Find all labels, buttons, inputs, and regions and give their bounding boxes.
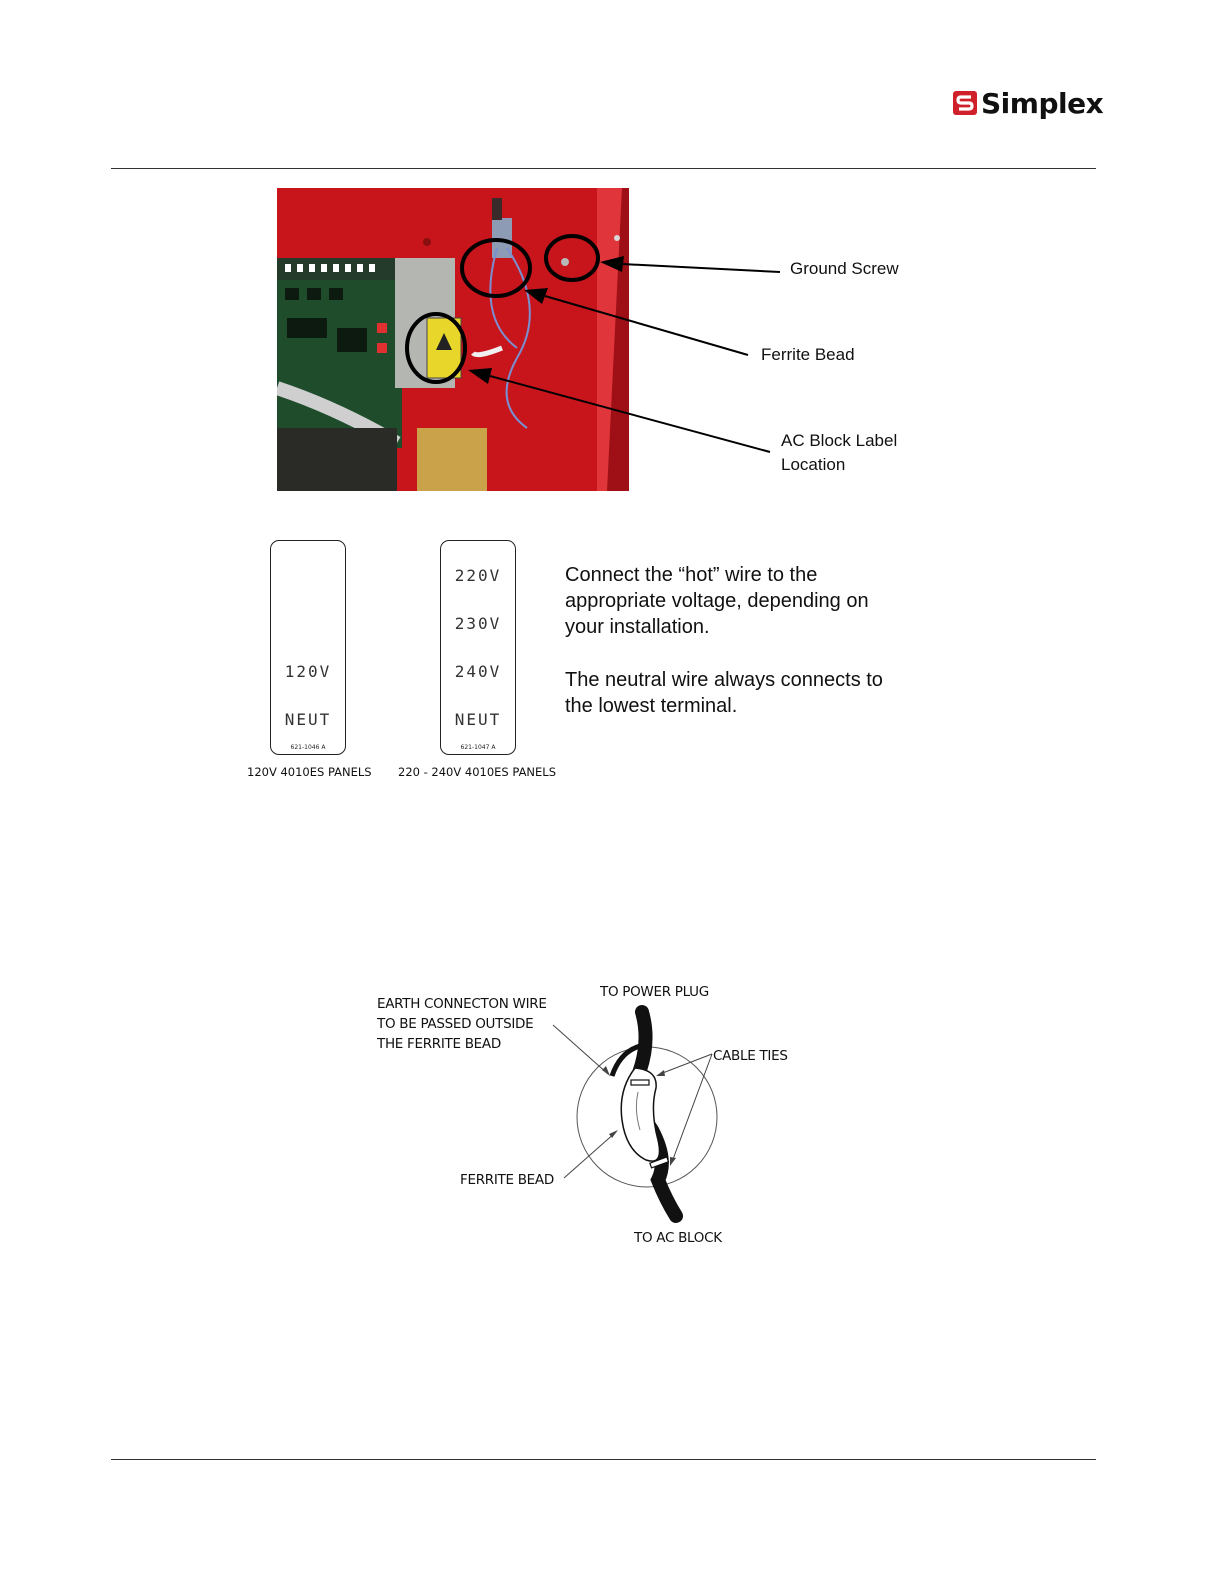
earth-line1: EARTH CONNECTON WIRE [377, 996, 547, 1012]
part-number: 621-1046 A [290, 744, 326, 751]
instruction-hot-wire: Connect the “hot” wire to the appropriate voltage, depending on your installation. [565, 564, 869, 638]
ac-block-label-line1: AC Block Label [781, 431, 898, 450]
earth-line3: THE FERRITE BEAD [377, 1036, 501, 1052]
earth-wire-label [377, 994, 547, 1054]
voltage-240: 240V [454, 662, 502, 681]
simplex-logo [953, 86, 1103, 120]
ferrite-bead-label: FERRITE BEAD [460, 1172, 554, 1188]
earth-line2: TO BE PASSED OUTSIDE [377, 1016, 534, 1032]
ac-block-label-line2: Location [781, 455, 846, 474]
ferrite-bead-callout: Ferrite Bead [761, 345, 855, 364]
instruction-neutral-wire: The neutral wire always connects to the lowest terminal. [565, 669, 883, 717]
to-power-plug-label: TO POWER PLUG [600, 984, 709, 1000]
header-rule [111, 168, 1096, 169]
callout-arrows [450, 240, 790, 460]
footer-rule [111, 1459, 1096, 1460]
part-number: 621-1047 A [460, 744, 496, 751]
to-ac-block-label: TO AC BLOCK [634, 1230, 722, 1246]
simplex-logo-icon [953, 91, 977, 115]
voltage-230: 230V [454, 614, 502, 633]
ac-label-120v [270, 540, 346, 755]
voltage-220: 220V [454, 566, 502, 585]
ac-label-220-240v [440, 540, 516, 755]
caption-120v: 120V 4010ES PANELS [247, 765, 372, 779]
ac-block-label-callout [781, 429, 897, 477]
ferrite-bead-diagram [540, 1000, 770, 1230]
caption-220-240v: 220 - 240V 4010ES PANELS [398, 765, 557, 779]
cable-ties-label: CABLE TIES [713, 1048, 788, 1064]
neutral-label: NEUT [454, 710, 502, 729]
voltage-120: 120V [284, 662, 332, 681]
logo-text: Simplex [981, 86, 1104, 120]
ground-screw-callout: Ground Screw [790, 259, 899, 278]
neutral-label: NEUT [284, 710, 332, 729]
